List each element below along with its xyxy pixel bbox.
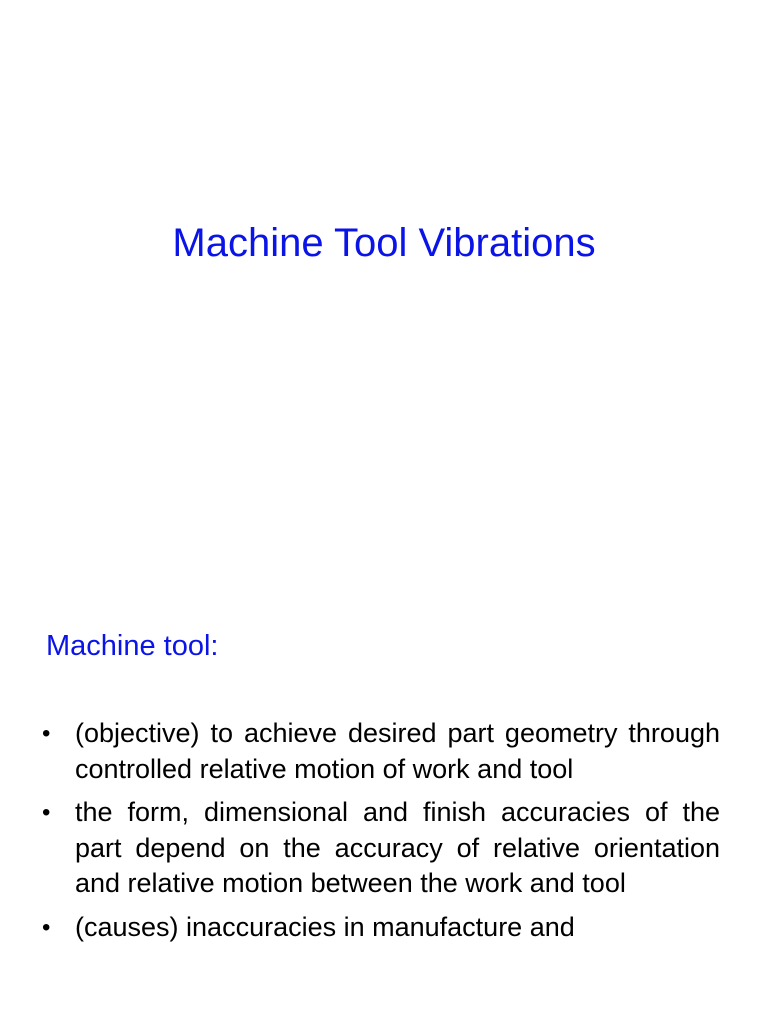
bullet-icon: • bbox=[42, 799, 51, 826]
section-heading: Machine tool: bbox=[46, 630, 219, 662]
bullet-list bbox=[40, 716, 720, 953]
bullet-item-objective bbox=[40, 716, 720, 787]
bullet-item-accuracy bbox=[40, 795, 720, 902]
bullet-text: the form, dimensional and finish accuracies of the part depend on the accuracy of relative orientation and relative motion between the work and tool bbox=[75, 797, 720, 898]
bullet-text: (objective) to achieve desired part geometry through controlled relative motion of work and tool bbox=[75, 718, 720, 784]
slide-title: Machine Tool Vibrations bbox=[172, 221, 596, 265]
bullet-item-causes bbox=[40, 910, 720, 946]
bullet-icon: • bbox=[42, 720, 51, 747]
bullet-icon: • bbox=[42, 913, 51, 941]
bullet-text: (causes) inaccuracies in manufacture and bbox=[75, 911, 575, 942]
